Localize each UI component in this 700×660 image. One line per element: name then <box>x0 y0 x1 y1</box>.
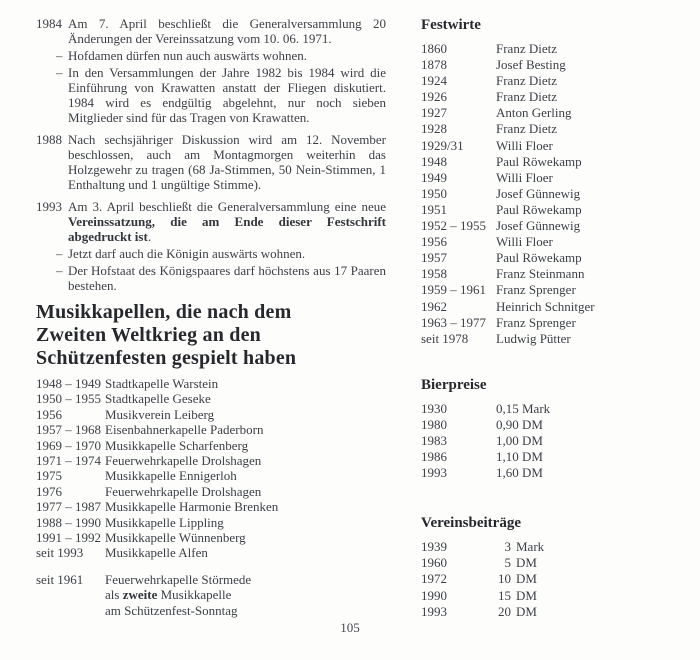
bullet-dash: – <box>56 48 63 63</box>
row-year: 1949 <box>421 169 447 185</box>
row-year: 1928 <box>421 121 447 137</box>
row-year: 1993 <box>421 603 447 619</box>
row-year: 1860 <box>421 41 447 56</box>
bierpreise-row <box>421 433 693 449</box>
row-name: Franz Steinmann <box>496 266 585 282</box>
music-row <box>36 438 386 453</box>
row-year: 1924 <box>421 73 447 89</box>
row-year: 1952 – 1955 <box>421 218 486 234</box>
music-band: Musikverein Leiberg <box>105 406 215 422</box>
festwirte-row <box>421 138 693 154</box>
vereinsbeitraege-list <box>421 539 693 619</box>
row-name: Ludwig Pütter <box>496 330 571 346</box>
row-name: Franz Dietz <box>496 41 558 56</box>
entry-text-post: . <box>147 229 152 244</box>
heading-line: Musikkapellen, die nach dem <box>36 301 292 323</box>
row-name: Anton Gerling <box>496 105 572 121</box>
festwirte-row <box>421 299 693 315</box>
music-band-line <box>105 587 251 602</box>
row-name: Paul Röwekamp <box>496 201 582 217</box>
music-band-line-pre: als <box>105 587 123 603</box>
row-name: Josef Günnewig <box>496 218 581 234</box>
row-year: 1993 <box>421 465 447 481</box>
music-row <box>36 515 386 530</box>
music-years: 1957 – 1968 <box>36 422 101 438</box>
beitraege-row <box>421 604 693 620</box>
festwirte-row <box>421 331 693 347</box>
row-year: seit 1978 <box>421 330 469 346</box>
row-unit: DM <box>516 555 537 571</box>
chronicle-entry-1988 <box>36 132 386 192</box>
bierpreise-row <box>421 449 693 465</box>
row-unit: DM <box>516 587 537 603</box>
festwirte-row <box>421 41 693 57</box>
bierpreise-row <box>421 465 693 481</box>
festwirte-row <box>421 121 693 137</box>
beitraege-row <box>421 571 693 587</box>
music-row <box>36 422 386 437</box>
entry-text: Am 7. April beschließt die Generalversammlung 20 Änderungen der Vereinssatzung vom 10. 06. 1971. <box>68 16 386 46</box>
music-years: 1988 – 1990 <box>36 514 101 530</box>
bullet-text: Jetzt darf auch die Königin auswärts wohnen. <box>68 246 306 261</box>
row-year: 1963 – 1977 <box>421 314 486 330</box>
bullet-text: Hofdamen dürfen nun auch auswärts wohnen. <box>68 48 307 63</box>
row-year: 1951 <box>421 201 447 217</box>
music-band-line-bold: zweite <box>122 587 158 603</box>
heading-line: Schützenfesten gespielt haben <box>36 347 297 369</box>
row-name: Franz Dietz <box>496 73 558 89</box>
bierpreise-row <box>421 401 693 417</box>
row-price: 0,90 DM <box>496 416 543 432</box>
festwirte-row <box>421 73 693 89</box>
festwirte-row <box>421 250 693 266</box>
music-row <box>36 468 386 483</box>
row-year: 1950 <box>421 185 447 201</box>
beitraege-row <box>421 555 693 571</box>
festwirte-row <box>421 234 693 250</box>
music-row <box>36 453 386 468</box>
music-band: Stadtkapelle Geseke <box>105 391 211 407</box>
beitraege-row <box>421 539 693 555</box>
row-amount: 5 <box>504 555 511 571</box>
festwirte-row <box>421 282 693 298</box>
bullet-dash: – <box>56 65 63 80</box>
chronicle-entry-1984 <box>36 16 386 46</box>
music-band: Feuerwehrkapelle Drolshagen <box>105 483 262 499</box>
row-name: Franz Dietz <box>496 89 558 105</box>
bullet-item <box>36 263 386 293</box>
row-year: 1930 <box>421 400 447 416</box>
entry-year: 1984 <box>36 16 62 31</box>
music-years: 1948 – 1949 <box>36 376 101 391</box>
festwirte-row <box>421 170 693 186</box>
entry-text <box>68 199 386 244</box>
music-years: 1991 – 1992 <box>36 530 101 546</box>
row-unit: Mark <box>516 539 545 555</box>
row-year: 1980 <box>421 416 447 432</box>
bullet-item <box>36 246 386 261</box>
row-year: 1929/31 <box>421 137 464 153</box>
row-price: 1,00 DM <box>496 432 543 448</box>
row-name: Willi Floer <box>496 137 553 153</box>
music-band: Musikkapelle Harmonie Brenken <box>105 499 279 515</box>
row-year: 1958 <box>421 266 447 282</box>
festwirte-list <box>421 41 693 347</box>
music-row <box>36 545 386 560</box>
bullet-item <box>36 65 386 125</box>
music-row <box>36 499 386 514</box>
vereinsbeitraege-title: Vereinsbeiträge <box>421 515 521 532</box>
chronicle-entry-1993 <box>36 199 386 244</box>
row-amount: 15 <box>498 587 511 603</box>
row-year: 1878 <box>421 57 447 73</box>
bierpreise-list <box>421 401 693 481</box>
entry-text: Nach sechsjähriger Diskussion wird am 12. November beschlossen, auch am Montagmorgen weiterhin das Holzgewehr zu tragen (68 Ja-Stimmen, 50 Nein-Stimmen, 1 Enthaltung und 1 ungültige Stimme). <box>68 132 386 192</box>
row-year: 1962 <box>421 298 447 314</box>
row-year: 1959 – 1961 <box>421 282 486 298</box>
row-name: Willi Floer <box>496 234 553 250</box>
entry-year: 1993 <box>36 199 62 214</box>
festwirte-row <box>421 315 693 331</box>
row-amount: 3 <box>504 539 511 555</box>
row-unit: DM <box>516 571 537 587</box>
music-row <box>36 530 386 545</box>
festwirte-row <box>421 89 693 105</box>
beitraege-row <box>421 588 693 604</box>
music-row <box>36 484 386 499</box>
bullet-text: Der Hofstaat des Königspaares darf höchstens aus 17 Paaren bestehen. <box>68 263 386 293</box>
row-year: 1990 <box>421 587 447 603</box>
bullet-dash: – <box>56 263 63 278</box>
row-price: 0,15 Mark <box>496 400 551 416</box>
row-year: 1926 <box>421 89 447 105</box>
music-band: Stadtkapelle Warstein <box>105 376 219 391</box>
music-band-line: Feuerwehrkapelle Störmede <box>105 571 252 587</box>
music-band-multiline <box>105 572 251 618</box>
right-column <box>421 16 693 620</box>
row-year: 1972 <box>421 571 447 587</box>
row-name: Josef Besting <box>496 57 566 73</box>
music-band: Musikkapelle Scharfenberg <box>105 437 249 453</box>
entry-text-bold: Vereinssatzung, die am Ende dieser Festschrift abgedruckt ist <box>68 214 386 244</box>
page-number: 105 <box>340 620 360 635</box>
music-band: Musikkapelle Ennigerloh <box>105 468 237 484</box>
heading-line: Zweiten Weltkrieg an den <box>36 324 261 346</box>
row-year: 1986 <box>421 449 447 465</box>
row-price: 1,60 DM <box>496 465 543 481</box>
row-year: 1983 <box>421 432 447 448</box>
row-year: 1960 <box>421 555 447 571</box>
music-years: seit 1961 <box>36 571 84 587</box>
music-band: Feuerwehrkapelle Drolshagen <box>105 453 262 469</box>
music-years: 1956 <box>36 406 62 422</box>
row-name: Heinrich Schnitger <box>496 298 595 314</box>
music-row <box>36 407 386 422</box>
festwirte-row <box>421 202 693 218</box>
music-band-line-post: Musikkapelle <box>157 587 232 603</box>
music-years: 1977 – 1987 <box>36 499 101 515</box>
music-row <box>36 391 386 406</box>
music-section-heading <box>36 301 386 370</box>
row-unit: DM <box>516 603 537 619</box>
bullet-item <box>36 48 386 63</box>
row-price: 1,10 DM <box>496 449 543 465</box>
music-row <box>36 376 386 391</box>
row-year: 1927 <box>421 105 447 121</box>
row-amount: 20 <box>498 603 511 619</box>
festwirte-row <box>421 57 693 73</box>
bierpreise-row <box>421 417 693 433</box>
festwirte-row <box>421 186 693 202</box>
music-years: 1975 <box>36 468 62 484</box>
music-years: 1976 <box>36 483 62 499</box>
music-band: Eisenbahnerkapelle Paderborn <box>105 422 264 438</box>
music-band: Musikkapelle Lippling <box>105 514 224 530</box>
music-band: Musikkapelle Wünnenberg <box>105 530 246 546</box>
row-name: Willi Floer <box>496 169 553 185</box>
row-name: Franz Dietz <box>496 121 558 137</box>
festwirte-row <box>421 266 693 282</box>
festwirte-row <box>421 218 693 234</box>
row-year: 1956 <box>421 234 447 250</box>
festwirte-row <box>421 154 693 170</box>
row-name: Franz Sprenger <box>496 314 576 330</box>
row-amount: 10 <box>498 571 511 587</box>
left-column <box>36 16 386 618</box>
festwirte-row <box>421 105 693 121</box>
row-year: 1948 <box>421 153 447 169</box>
bierpreise-title: Bierpreise <box>421 376 487 393</box>
music-years: seit 1993 <box>36 545 84 561</box>
music-band-list <box>36 376 386 618</box>
row-name: Paul Röwekamp <box>496 250 582 266</box>
bullet-dash: – <box>56 246 63 261</box>
bullet-text: In den Versammlungen der Jahre 1982 bis 1984 wird die Einführung von Krawatten anstatt der Fliegen diskutiert. 1984 wird es endgültig abgelehnt, nur noch sieben Mitglieder sind für das Tragen von Krawatten. <box>68 65 386 125</box>
row-name: Franz Sprenger <box>496 282 576 298</box>
music-row-stoermede <box>36 572 386 618</box>
row-name: Josef Günnewig <box>496 185 581 201</box>
entry-text-pre: Am 3. April beschließt die Generalversammlung eine neue <box>68 199 386 214</box>
festwirte-title: Festwirte <box>421 17 481 33</box>
entry-year: 1988 <box>36 132 62 147</box>
music-band-line: am Schützenfest-Sonntag <box>105 602 238 618</box>
row-year: 1939 <box>421 539 447 555</box>
music-band: Musikkapelle Alfen <box>105 545 208 561</box>
row-year: 1957 <box>421 250 447 266</box>
music-years: 1969 – 1970 <box>36 437 101 453</box>
music-years: 1971 – 1974 <box>36 453 101 469</box>
row-name: Paul Röwekamp <box>496 153 582 169</box>
music-years: 1950 – 1955 <box>36 391 101 407</box>
